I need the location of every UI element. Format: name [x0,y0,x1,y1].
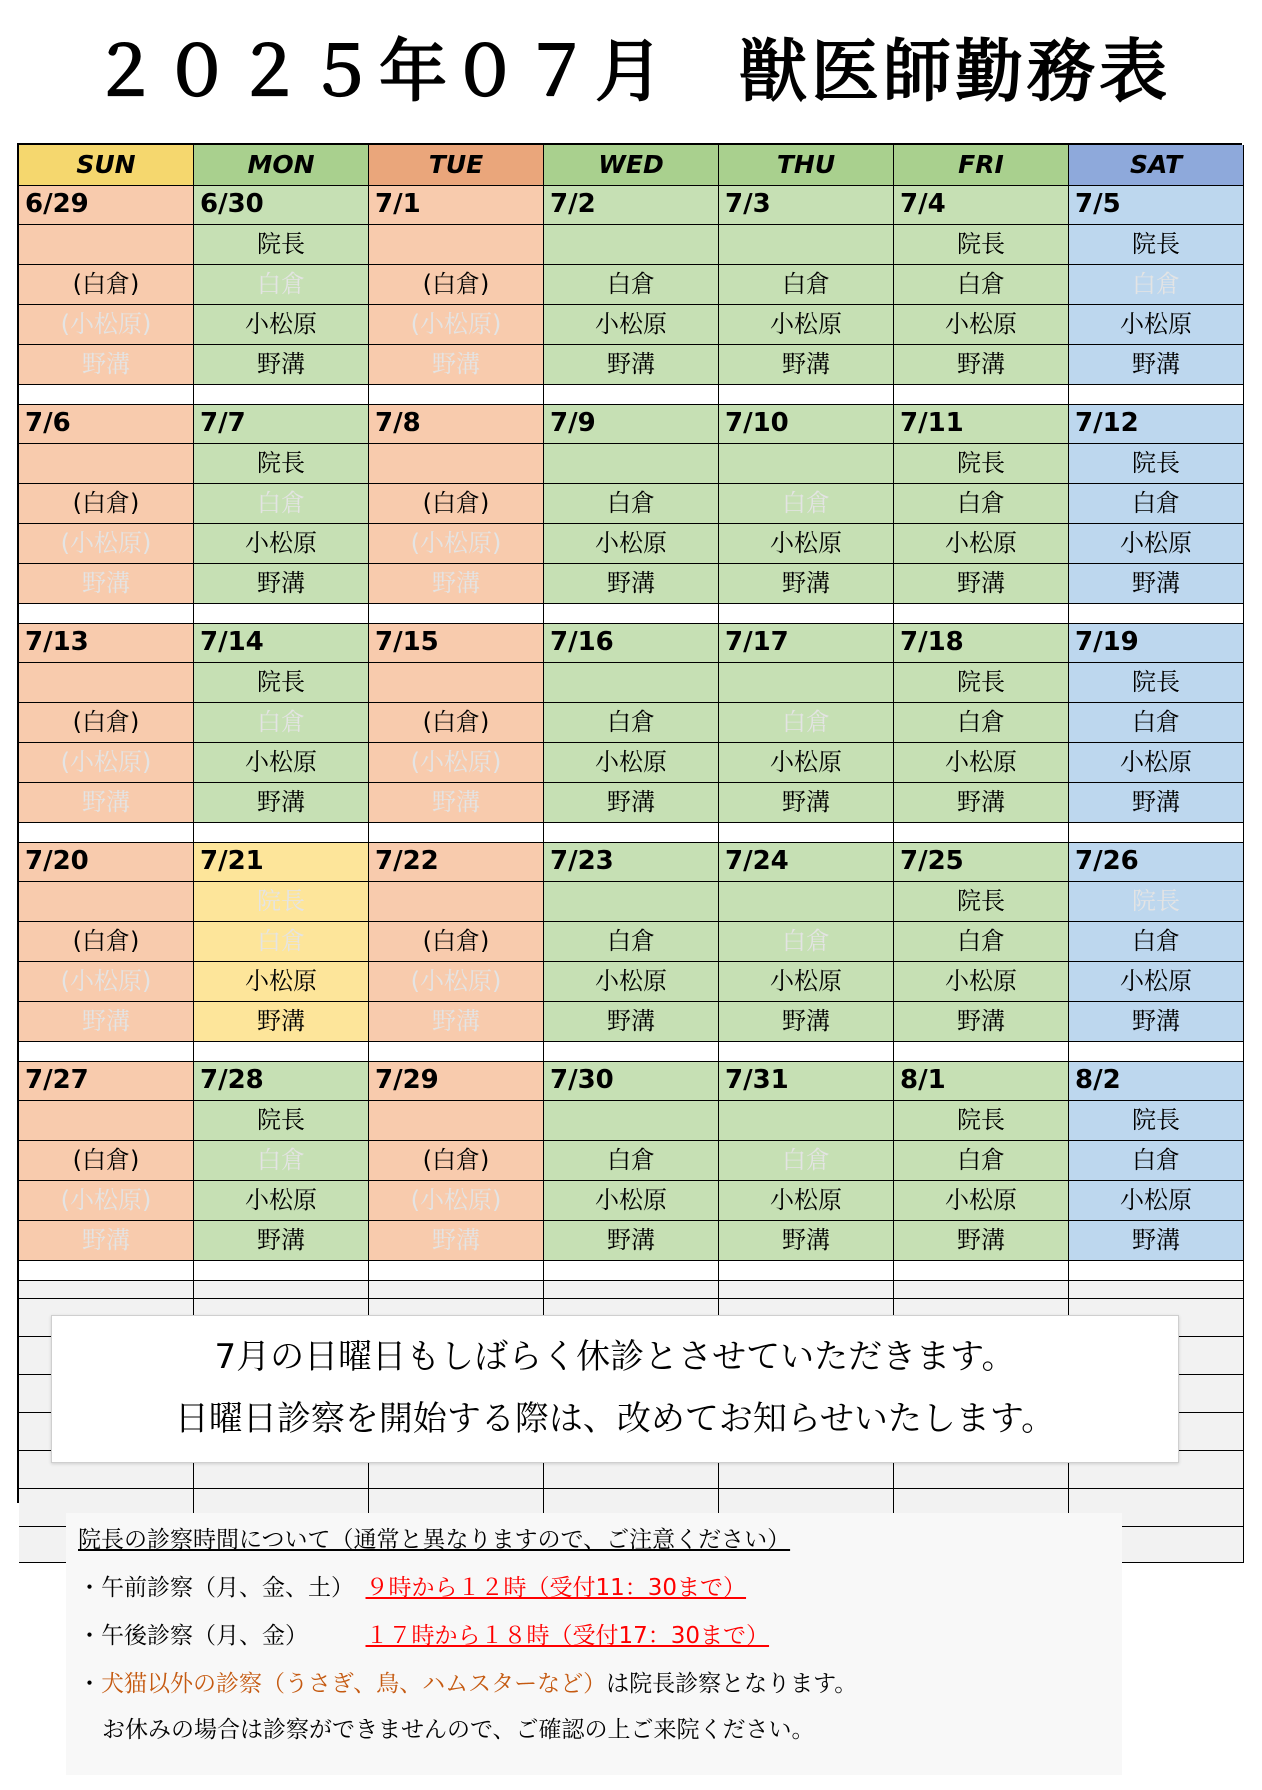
notice-line-2: 日曜日診察を開始する際は、改めてお知らせいたします。 [174,1399,1056,1439]
staff-cell: (白倉) [19,484,194,524]
week-spacer [1069,823,1244,843]
week-spacer [544,604,719,624]
week-spacer [894,823,1069,843]
staff-cell [369,444,544,484]
week-spacer [894,385,1069,405]
staff-cell: 院長 [1069,663,1244,703]
staff-cell [719,225,894,265]
day-header-wed: WED [544,145,719,186]
staff-cell: 野溝 [1069,564,1244,604]
date-cell: 7/26 [1069,843,1244,882]
date-cell: 6/29 [19,186,194,225]
staff-cell: 白倉 [1069,1141,1244,1181]
staff-cell: 白倉 [719,922,894,962]
date-cell: 7/31 [719,1062,894,1101]
staff-cell: (白倉) [369,922,544,962]
staff-cell: 野溝 [544,783,719,823]
staff-cell: (白倉) [369,703,544,743]
empty-grid-cell [1069,1281,1244,1299]
date-cell: 7/3 [719,186,894,225]
date-cell: 7/22 [369,843,544,882]
director-hours-info [66,1513,1122,1775]
staff-cell: 野溝 [719,1002,894,1042]
staff-cell: 白倉 [894,484,1069,524]
date-cell: 7/9 [544,405,719,444]
date-cell: 7/7 [194,405,369,444]
staff-cell: 小松原 [1069,305,1244,345]
staff-cell: (白倉) [369,265,544,305]
staff-cell: 院長 [194,882,369,922]
staff-cell: 小松原 [719,524,894,564]
date-cell: 7/30 [544,1062,719,1101]
page-title: ２０２５年０７月 獣医師勤務表 [90,33,1171,112]
staff-cell: 野溝 [894,1221,1069,1261]
staff-cell [544,882,719,922]
pm-hours-label: ・午後診察（月、金） [78,1623,297,1649]
date-cell: 7/1 [369,186,544,225]
date-cell: 7/6 [19,405,194,444]
staff-cell: (小松原) [369,305,544,345]
week-spacer [544,1042,719,1062]
staff-cell: 野溝 [194,564,369,604]
am-hours-label: ・午前診察（月、金、土） [78,1575,343,1601]
staff-cell: 野溝 [194,783,369,823]
staff-cell [19,444,194,484]
staff-cell: (小松原) [19,305,194,345]
staff-cell: 院長 [894,663,1069,703]
week-spacer [19,1042,194,1062]
staff-cell: (白倉) [369,1141,544,1181]
week-spacer [194,385,369,405]
staff-cell: 白倉 [719,265,894,305]
staff-cell: 小松原 [544,962,719,1002]
staff-cell: 白倉 [719,1141,894,1181]
staff-cell: 白倉 [894,265,1069,305]
staff-cell: 野溝 [19,564,194,604]
staff-cell: 院長 [194,663,369,703]
staff-cell: 野溝 [544,1221,719,1261]
staff-cell [544,663,719,703]
date-cell: 7/17 [719,624,894,663]
staff-cell: 白倉 [194,703,369,743]
staff-cell: 院長 [194,1101,369,1141]
staff-cell [544,1101,719,1141]
staff-cell: 小松原 [1069,524,1244,564]
staff-cell: 小松原 [1069,962,1244,1002]
staff-cell: 野溝 [369,1221,544,1261]
empty-grid-cell [369,1281,544,1299]
week-spacer [19,604,194,624]
staff-cell: 野溝 [544,345,719,385]
exotic-note-row [78,1665,857,1698]
staff-cell: 野溝 [1069,783,1244,823]
week-spacer [194,1261,369,1281]
staff-cell: (白倉) [19,703,194,743]
staff-cell: 野溝 [369,345,544,385]
date-cell: 7/12 [1069,405,1244,444]
staff-cell: 白倉 [1069,484,1244,524]
week-spacer [1069,604,1244,624]
staff-cell: 小松原 [894,524,1069,564]
staff-cell: 白倉 [544,1141,719,1181]
staff-cell [544,444,719,484]
date-cell: 7/4 [894,186,1069,225]
staff-cell: 野溝 [369,564,544,604]
schedule-table [17,143,1242,1503]
staff-cell: 院長 [894,444,1069,484]
staff-cell: 野溝 [719,1221,894,1261]
date-cell: 7/24 [719,843,894,882]
staff-cell: 野溝 [894,1002,1069,1042]
staff-cell: 院長 [1069,882,1244,922]
staff-cell: 白倉 [894,1141,1069,1181]
staff-cell: 野溝 [1069,345,1244,385]
week-spacer [719,385,894,405]
staff-cell: 野溝 [19,1221,194,1261]
staff-cell [719,1101,894,1141]
week-spacer [544,385,719,405]
staff-cell: 野溝 [894,345,1069,385]
exotic-highlight: 犬猫以外の診察（うさぎ、鳥、ハムスターなど） [101,1671,607,1697]
date-cell: 8/1 [894,1062,1069,1101]
staff-cell: (白倉) [19,1141,194,1181]
staff-cell: 白倉 [544,922,719,962]
week-spacer [19,1261,194,1281]
day-header-tue: TUE [369,145,544,186]
staff-cell: 小松原 [194,962,369,1002]
staff-cell: 小松原 [894,1181,1069,1221]
staff-cell: 小松原 [544,524,719,564]
empty-grid-cell [544,1281,719,1299]
day-header-sat: SAT [1069,145,1244,186]
staff-cell: 野溝 [719,783,894,823]
date-cell: 7/19 [1069,624,1244,663]
day-header-fri: FRI [894,145,1069,186]
staff-cell: (白倉) [19,922,194,962]
staff-cell: 野溝 [194,1221,369,1261]
week-spacer [719,604,894,624]
week-spacer [1069,1042,1244,1062]
week-spacer [1069,385,1244,405]
staff-cell: 小松原 [719,305,894,345]
staff-cell: 野溝 [894,783,1069,823]
staff-cell: 白倉 [1069,703,1244,743]
staff-cell: 小松原 [544,305,719,345]
week-spacer [719,1042,894,1062]
day-header-thu: THU [719,145,894,186]
staff-cell: 小松原 [194,743,369,783]
staff-cell: 白倉 [1069,265,1244,305]
staff-cell: 小松原 [719,1181,894,1221]
staff-cell: 白倉 [719,703,894,743]
staff-cell: (小松原) [19,743,194,783]
week-spacer [369,385,544,405]
empty-grid-cell [19,1281,194,1299]
staff-cell: 院長 [194,225,369,265]
info-heading: 院長の診察時間について（通常と異なりますので、ご注意ください） [78,1527,791,1553]
staff-cell: 野溝 [894,564,1069,604]
week-spacer [894,1042,1069,1062]
empty-grid-cell [719,1281,894,1299]
staff-cell: 野溝 [194,1002,369,1042]
closing-note: お休みの場合は診察ができませんので、ご確認の上ご来院ください。 [102,1717,815,1743]
date-cell: 7/29 [369,1062,544,1101]
staff-cell: (白倉) [369,484,544,524]
staff-cell: 小松原 [544,1181,719,1221]
am-hours-row [78,1569,746,1602]
date-cell: 7/5 [1069,186,1244,225]
staff-cell: 野溝 [544,564,719,604]
staff-cell: 小松原 [894,962,1069,1002]
staff-cell [369,663,544,703]
staff-cell: 小松原 [719,743,894,783]
staff-cell: 小松原 [194,524,369,564]
staff-cell [719,882,894,922]
staff-cell [369,882,544,922]
staff-cell: 野溝 [19,783,194,823]
staff-cell: 白倉 [894,703,1069,743]
staff-cell: 小松原 [894,743,1069,783]
week-spacer [544,823,719,843]
date-cell: 7/2 [544,186,719,225]
staff-cell: 野溝 [19,345,194,385]
staff-cell: 野溝 [1069,1002,1244,1042]
staff-cell: 野溝 [194,345,369,385]
date-cell: 7/20 [19,843,194,882]
date-cell: 7/16 [544,624,719,663]
staff-cell: 院長 [894,882,1069,922]
staff-cell: 白倉 [719,484,894,524]
date-cell: 7/14 [194,624,369,663]
staff-cell: 野溝 [19,1002,194,1042]
staff-cell: 小松原 [194,1181,369,1221]
staff-cell: (小松原) [19,962,194,1002]
week-spacer [719,1261,894,1281]
exotic-rest: は院長診察となります。 [606,1671,858,1697]
week-spacer [1069,1261,1244,1281]
date-cell: 7/8 [369,405,544,444]
week-spacer [19,823,194,843]
staff-cell: 白倉 [194,484,369,524]
staff-cell: 院長 [894,1101,1069,1141]
exotic-bullet: ・ [78,1671,101,1697]
week-spacer [369,823,544,843]
staff-cell [719,444,894,484]
date-cell: 7/15 [369,624,544,663]
staff-cell: 小松原 [1069,1181,1244,1221]
staff-cell: 白倉 [894,922,1069,962]
staff-cell: 野溝 [719,345,894,385]
week-spacer [194,1042,369,1062]
staff-cell: (小松原) [369,962,544,1002]
staff-cell: 白倉 [194,922,369,962]
staff-cell: 白倉 [544,484,719,524]
day-header-mon: MON [194,145,369,186]
staff-cell: 野溝 [719,564,894,604]
week-spacer [894,1261,1069,1281]
week-spacer [194,823,369,843]
pm-hours-row [78,1617,769,1650]
date-cell: 6/30 [194,186,369,225]
empty-grid-cell [894,1281,1069,1299]
closure-notice [51,1315,1179,1463]
staff-cell: 野溝 [544,1002,719,1042]
am-hours-time: ９時から１２時（受付11：30まで） [365,1575,747,1601]
date-cell: 7/11 [894,405,1069,444]
day-header-sun: SUN [19,145,194,186]
staff-cell: 小松原 [544,743,719,783]
staff-cell [369,225,544,265]
staff-cell [719,663,894,703]
staff-cell: 院長 [894,225,1069,265]
staff-cell: 野溝 [369,1002,544,1042]
date-cell: 7/23 [544,843,719,882]
date-cell: 7/18 [894,624,1069,663]
staff-cell: (小松原) [369,524,544,564]
staff-cell: 小松原 [719,962,894,1002]
staff-cell: 院長 [1069,444,1244,484]
staff-cell: 小松原 [894,305,1069,345]
staff-cell: (白倉) [19,265,194,305]
week-spacer [894,604,1069,624]
staff-cell [544,225,719,265]
week-spacer [719,823,894,843]
staff-cell: 小松原 [194,305,369,345]
staff-cell: 白倉 [194,265,369,305]
week-spacer [544,1261,719,1281]
week-spacer [194,604,369,624]
staff-cell: (小松原) [19,1181,194,1221]
week-spacer [369,604,544,624]
staff-cell [19,663,194,703]
date-cell: 7/28 [194,1062,369,1101]
notice-line-1: 7月の日曜日もしばらく休診とさせていただきます。 [214,1337,1016,1377]
staff-cell [19,882,194,922]
staff-cell: (小松原) [19,524,194,564]
staff-cell: 白倉 [544,703,719,743]
staff-cell: 小松原 [1069,743,1244,783]
staff-cell: (小松原) [369,743,544,783]
date-cell: 7/10 [719,405,894,444]
staff-cell: 白倉 [1069,922,1244,962]
staff-cell [369,1101,544,1141]
date-cell: 7/13 [19,624,194,663]
staff-cell: 野溝 [369,783,544,823]
week-spacer [369,1261,544,1281]
staff-cell: 院長 [194,444,369,484]
week-spacer [369,1042,544,1062]
staff-cell: (小松原) [369,1181,544,1221]
date-cell: 8/2 [1069,1062,1244,1101]
staff-cell: 野溝 [1069,1221,1244,1261]
date-cell: 7/25 [894,843,1069,882]
staff-cell [19,225,194,265]
staff-cell: 院長 [1069,225,1244,265]
staff-cell: 白倉 [194,1141,369,1181]
date-cell: 7/27 [19,1062,194,1101]
empty-grid-cell [194,1281,369,1299]
date-cell: 7/21 [194,843,369,882]
staff-cell: 白倉 [544,265,719,305]
staff-cell: 院長 [1069,1101,1244,1141]
pm-hours-time: １７時から１８時（受付17：30まで） [365,1623,770,1649]
week-spacer [19,385,194,405]
staff-cell [19,1101,194,1141]
